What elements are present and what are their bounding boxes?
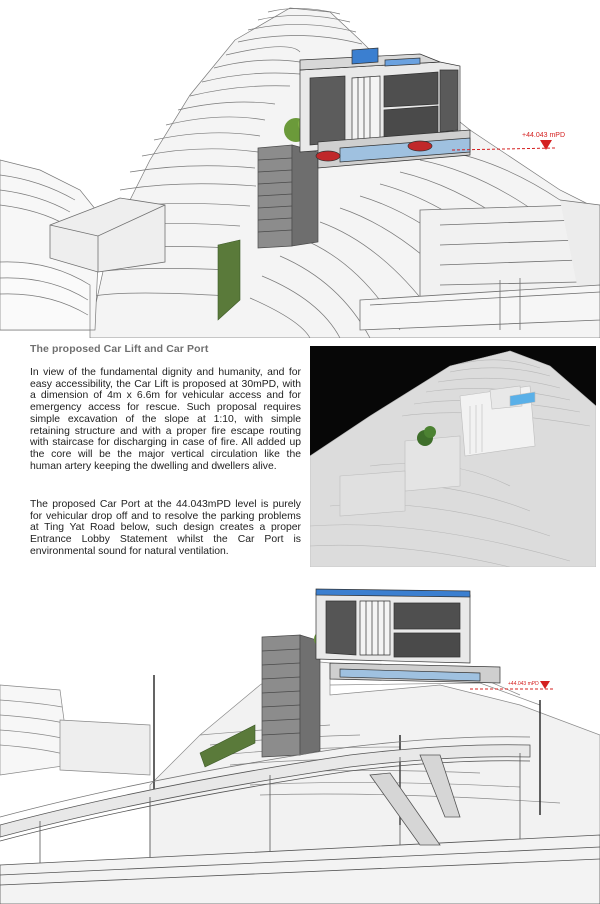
level-label: +44.043 mPD	[522, 132, 565, 139]
car-lift-tower	[258, 145, 318, 248]
top-site-render	[0, 0, 600, 338]
body-paragraph: The proposed Car Port at the 44.043mPD level is purely for vehicular drop off and to resolve the parking problems at Ting Yat Road below, such design creates a proper Entrance Lobby Statement whilst the Car Port is environmental sound for natural ventilation.	[30, 499, 301, 557]
pool-glass	[352, 48, 378, 64]
level-label: +44.043 mPD	[508, 681, 539, 687]
section-title: The proposed Car Lift and Car Port	[30, 343, 209, 355]
bottom-site-render	[0, 585, 600, 904]
model-photo	[310, 346, 596, 567]
body-paragraph: In view of the fundamental dignity and humanity, and for easy accessibility, the Car Lift is proposed at 30mPD, with a dimension of 4m x 6.6m for vehicular access and for emergency access for rescue. Such proposal requires simple excavation of the slope at 1:10, with simple retaining structure and with a proper fire escape routing with staircase for discharging in case of fire. All added up the core will be the major vertical circulation like the human artery keeping the dwelling and dwellers alive.	[30, 367, 301, 472]
